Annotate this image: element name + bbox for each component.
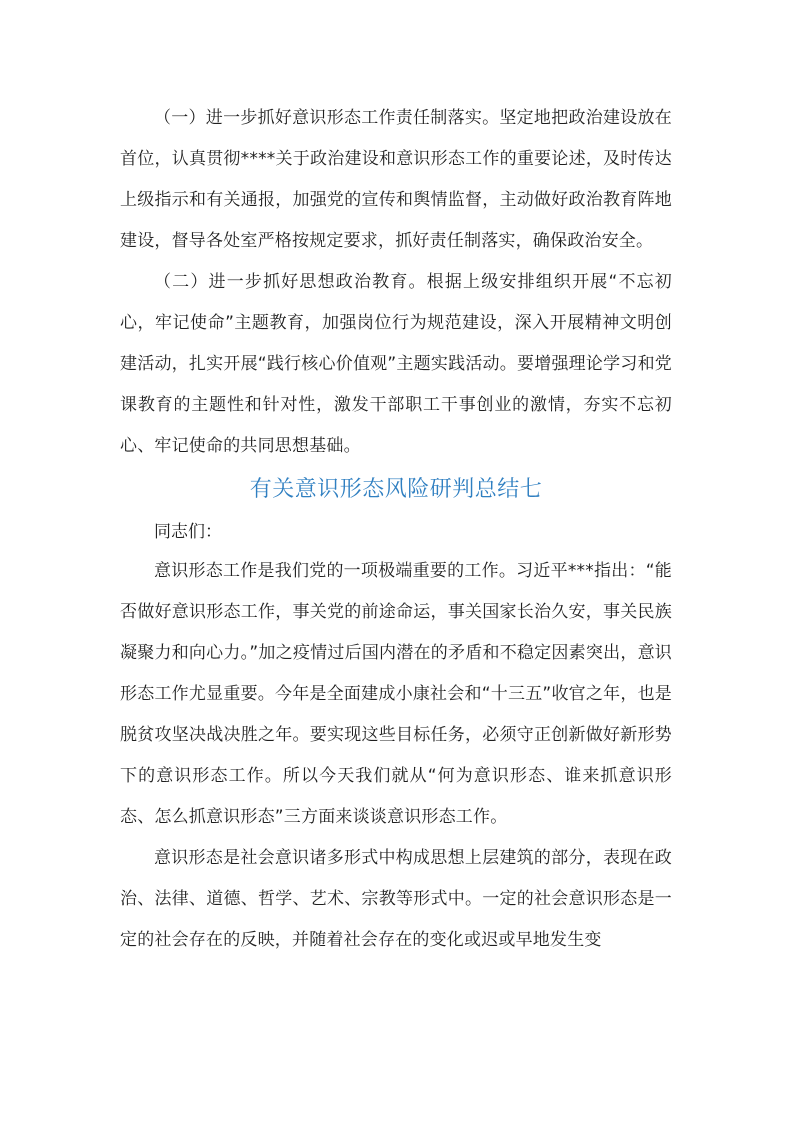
- paragraph-2: （二）进一步抓好思想政治教育。根据上级安排组织开展“不忘初心，牢记使命”主题教育，加强岗位行为规范建设，深入开展精神文明创建活动，扎实开展“践行核心价值观”主题实践活动。要增强理论学习和党课教育的主题性和针对性，激发干部职工干事创业的激情，夯实不忘初心、牢记使命的共同思想基础。: [120, 272, 672, 456]
- paragraph-4: 意识形态是社会意识诸多形式中构成思想上层建筑的部分，表现在政治、法律、道德、哲学、艺术、宗教等形式中。一定的社会意识形态是一定的社会存在的反映，并随着社会存在的变化或迟或早地发生变: [120, 848, 672, 950]
- section-heading: 有关意识形态风险研判总结七: [249, 477, 543, 502]
- document-body: [120, 98, 672, 961]
- paragraph-3: 意识形态工作是我们党的一项极端重要的工作。习近平***指出：“能否做好意识形态工作，事关党的前途命运，事关国家长治久安，事关民族凝聚力和向心力。”加之疫情过后国内潜在的矛盾和不稳定因素突出，意识形态工作尤显重要。今年是全面建成小康社会和“十三五”收官之年，也是脱贫攻坚决战决胜之年。要实现这些目标任务，必须守正创新做好新形势下的意识形态工作。所以今天我们就从“何为意识形态、谁来抓意识形态、怎么抓意识形态”三方面来谈谈意识形态工作。: [120, 561, 672, 827]
- paragraph-1: （一）进一步抓好意识形态工作责任制落实。坚定地把政治建设放在首位，认真贯彻****关于政治建设和意识形态工作的重要论述，及时传达上级指示和有关通报，加强党的宣传和舆情监督，主动做好政治教育阵地建设，督导各处室严格按规定要求，抓好责任制落实，确保政治安全。: [120, 108, 672, 251]
- salutation: 同志们：: [154, 522, 222, 542]
